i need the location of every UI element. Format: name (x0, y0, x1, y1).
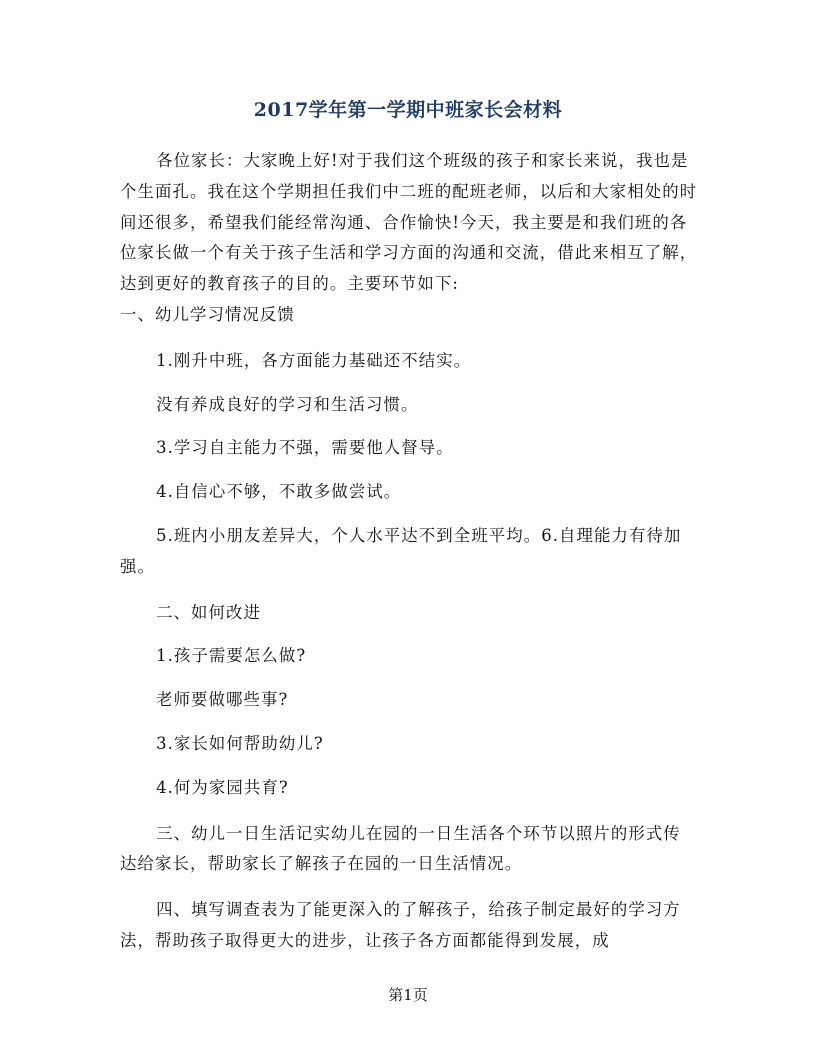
section-heading-2: 二、如何改进 (156, 602, 262, 622)
list-item: 3.家长如何帮助幼儿? (156, 733, 324, 753)
list-item: 5.班内小朋友差异大，个人水平达不到全班平均。6.自理能力有待加强。 (120, 525, 682, 576)
paragraph-greeting: 各位家长：大家晚上好!对于我们这个班级的孩子和家长来说，我也是个生面孔。我在这个学期担任我们中二班的配班老师，以后和大家相处的时间还很多，希望我们能经常沟通、合作愉快!今天，我主要是和我们班的各位家长做一个有关于孩子生活和学习方面的沟通和交流，借此来相互了解，达到更好的教育孩子的目的。主要环节如下: (120, 151, 698, 294)
list-item: 3.学习自主能力不强，需要他人督导。 (156, 438, 454, 458)
list-item: 4.何为家园共育? (156, 777, 289, 797)
section-paragraph-3: 三、幼儿一日生活记实幼儿在园的一日生活各个环节以照片的形式传达给家长，帮助家长了解孩子在园的一日生活情况。 (120, 823, 681, 874)
page-title: 2017学年第一学期中班家长会材料 (253, 99, 563, 121)
list-item: 1.孩子需要怎么做? (156, 646, 307, 666)
page-number: 第1页 (388, 986, 428, 1004)
section-paragraph-4: 四、填写调查表为了能更深入的了解孩子，给孩子制定最好的学习方法，帮助孩子取得更大的进步，让孩子各方面都能得到发展，成 (120, 900, 681, 950)
document-body (120, 146, 698, 957)
section-heading-1: 一、幼儿学习情况反馈 (120, 304, 295, 324)
list-item: 1.刚升中班，各方面能力基础还不结实。 (156, 350, 472, 370)
list-item: 没有养成良好的学习和生活习惯。 (156, 394, 419, 414)
list-item: 老师要做哪些事? (156, 690, 289, 710)
list-item: 4.自信心不够，不敢多做尝试。 (156, 482, 402, 502)
